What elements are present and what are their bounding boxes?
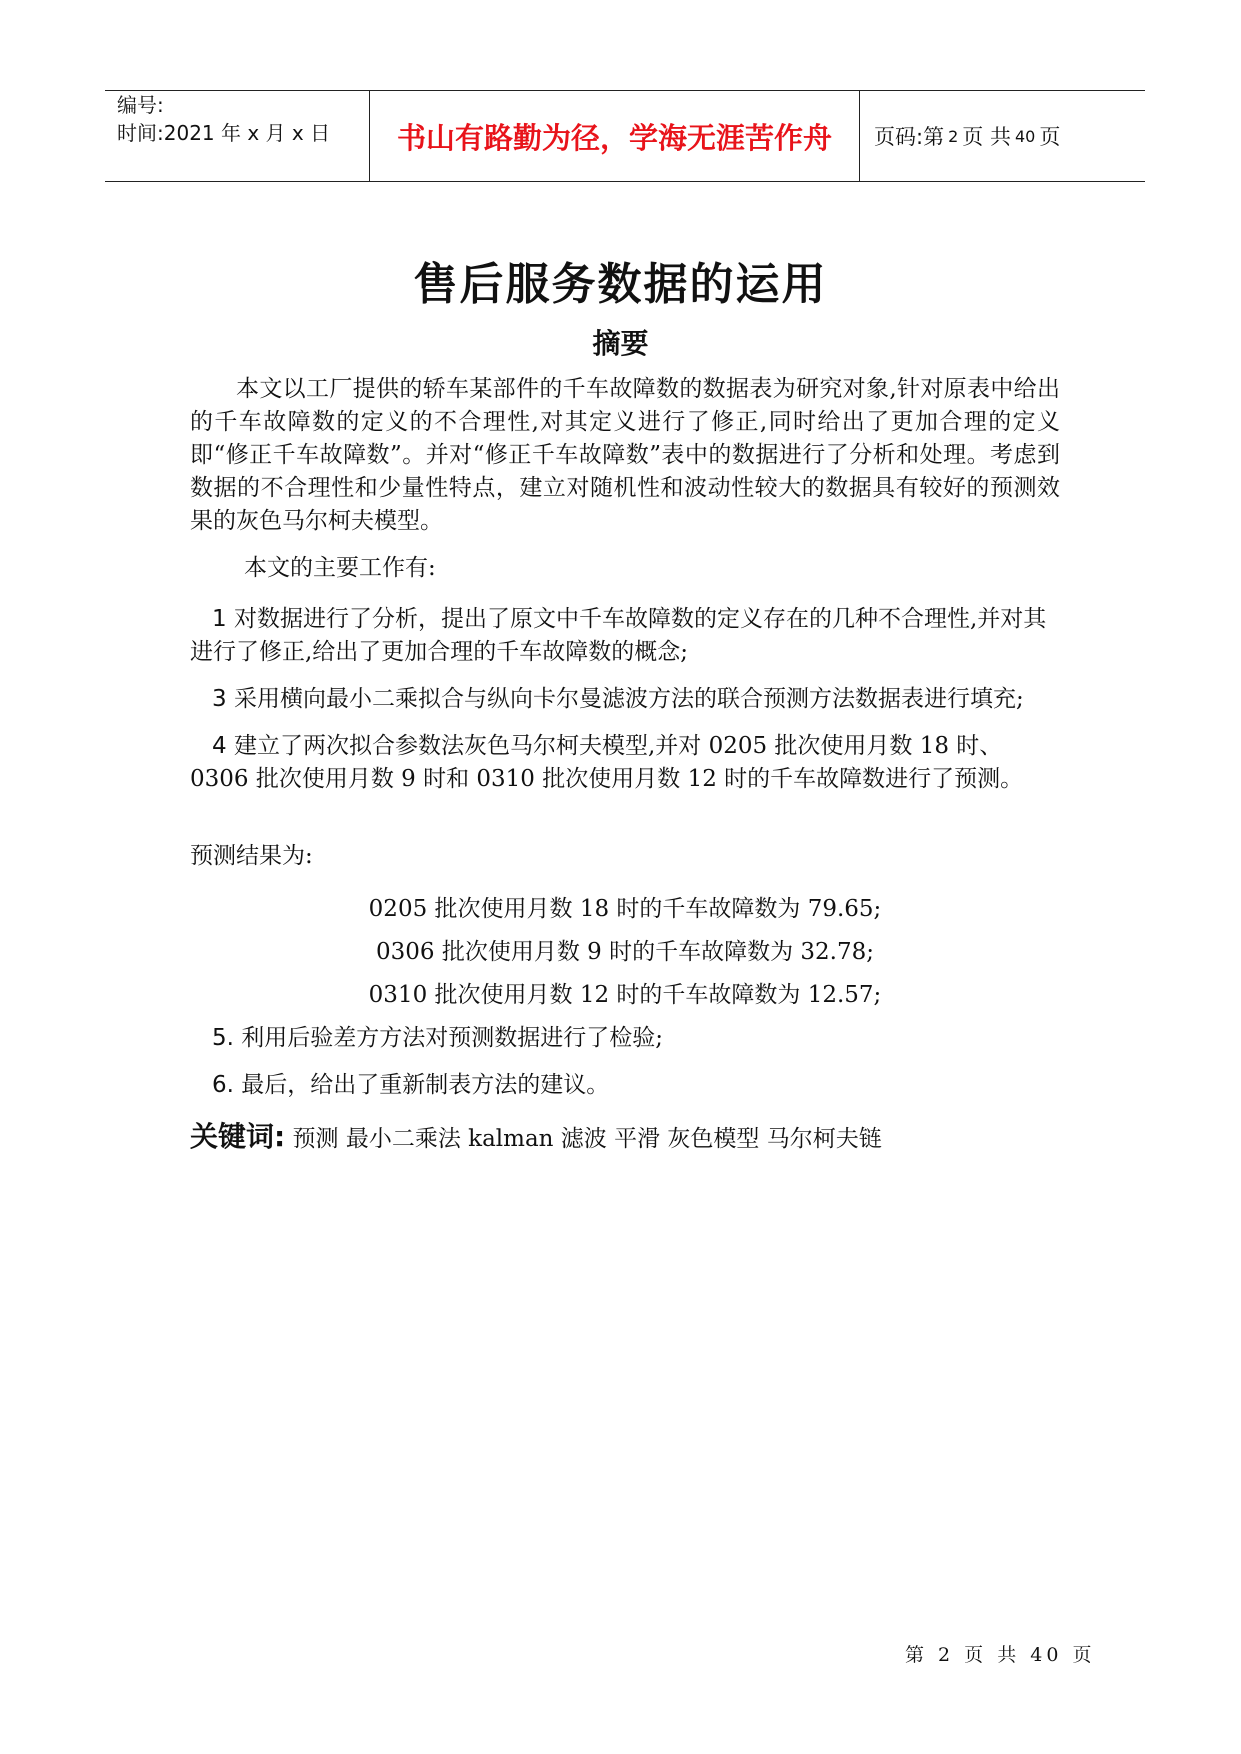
document-body: [190, 373, 1060, 1156]
list-item-text: 采用横向最小二乘拟合与纵向卡尔曼滤波方法的联合预测方法数据表进行填充;: [226, 686, 1024, 712]
header-page-current: 2: [948, 126, 959, 146]
list-item-number: 3: [212, 686, 227, 712]
abstract-paragraph: 本文以工厂提供的轿车某部件的千车故障数的数据表为研究对象,针对原表中给出的千车故障数的定义的不合理性,对其定义进行了修正,同时给出了更加合理的定义即“修正千车故障数”。并对“修正千车故障数”表中的数据进行了分析和处理。考虑到数据的不合理性和少量性特点，建立对随机性和波动性较大的数据具有较好的预测效果的灰色马尔柯夫模型。: [190, 376, 1060, 534]
list-item-number: 5.: [212, 1025, 234, 1051]
list-item-number: 1: [212, 606, 227, 632]
header-page-label: 页码:第: [874, 125, 945, 149]
header-time-value: 2021 年 x 月 x 日: [163, 121, 331, 145]
list-item-text: 建立了两次拟合参数法灰色马尔柯夫模型,并对 0205 批次使用月数 18 时、0306 批次使用月数 9 时和 0310 批次使用月数 12 时的千车故障数进行了预测。: [190, 733, 1024, 792]
list-item: [190, 1022, 1060, 1055]
document-title: 售后服务数据的运用: [413, 259, 828, 310]
list-item-number: 4: [212, 733, 227, 759]
list-item: [190, 603, 1060, 669]
header-page-mid: 页 共: [962, 125, 1011, 149]
page-footer: 第 2 页 共 40 页: [905, 1644, 1096, 1666]
header-info: [105, 91, 370, 181]
page-header: [105, 90, 1145, 182]
list-item-text: 利用后验差方方法对预测数据进行了检验;: [233, 1025, 664, 1051]
result-line: 0205 批次使用月数 18 时的千车故障数为 79.65;: [368, 896, 882, 922]
header-page-total: 40: [1014, 126, 1036, 146]
abstract-heading: 摘要: [592, 327, 649, 360]
main-work-intro: 本文的主要工作有:: [244, 555, 436, 581]
list-item: [190, 1069, 1060, 1102]
header-page-end: 页: [1039, 125, 1061, 149]
result-line: 0310 批次使用月数 12 时的千车故障数为 12.57;: [368, 982, 882, 1008]
header-number: 编号:: [117, 93, 164, 117]
header-time: [117, 119, 369, 147]
keywords-line: [190, 1120, 1060, 1156]
header-motto: 书山有路勤为径，学海无涯苦作舟: [370, 91, 860, 181]
results-intro: 预测结果为:: [190, 843, 313, 869]
list-item: [190, 730, 1060, 796]
header-page-info: [860, 91, 1145, 181]
keywords-text: 预测 最小二乘法 kalman 滤波 平滑 灰色模型 马尔柯夫链: [285, 1126, 882, 1152]
list-item-text: 最后，给出了重新制表方法的建议。: [233, 1072, 610, 1098]
list-item-text: 对数据进行了分析，提出了原文中千车故障数的定义存在的几种不合理性,并对其进行了修正,给出了更加合理的千车故障数的概念;: [190, 606, 1047, 665]
keywords-label: 关键词:: [190, 1120, 286, 1153]
result-line: 0306 批次使用月数 9 时的千车故障数为 32.78;: [375, 939, 874, 965]
list-item: [190, 683, 1060, 716]
header-time-label: 时间:: [117, 121, 164, 145]
list-item-number: 6.: [212, 1072, 234, 1098]
